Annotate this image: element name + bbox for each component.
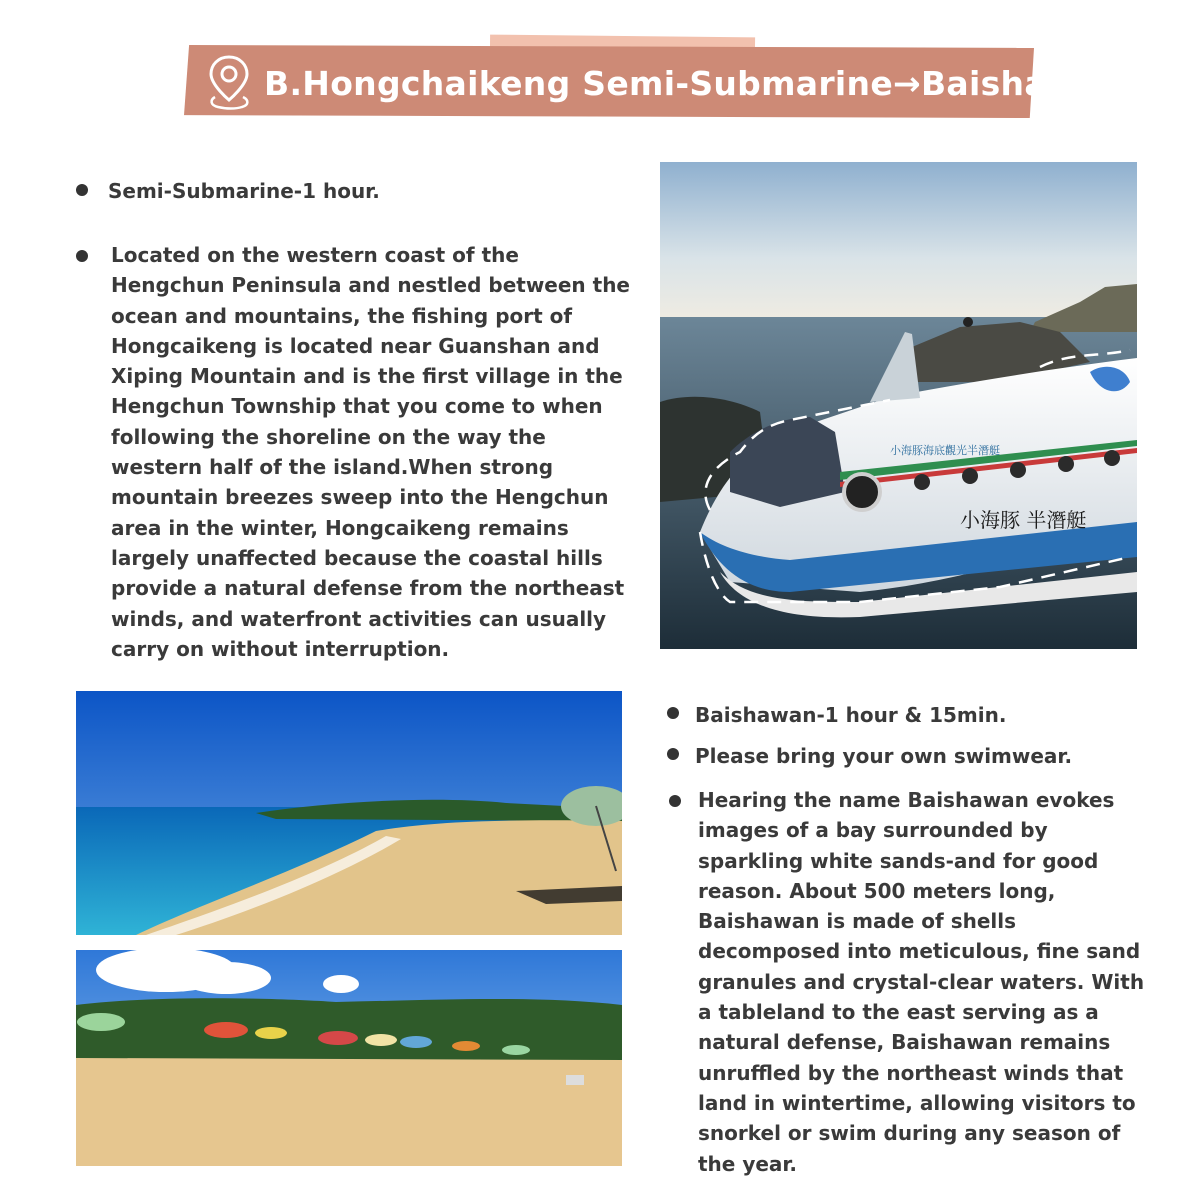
bullet-dot — [667, 748, 679, 760]
boat-name-text: 小海豚 半潛艇 — [960, 508, 1087, 532]
bullet-dot — [76, 250, 88, 262]
page-title: B.Hongchaikeng Semi-Submarine→Baishawan — [264, 64, 1125, 103]
map-pin-icon — [204, 52, 254, 112]
semi-submarine-photo — [660, 162, 1137, 649]
header-banner — [0, 0, 1200, 140]
baishawan-description: Hearing the name Baishawan evokes images of a bay surrounded by sparkling white sands-and for good reason. About 500 meters long, Baishawan is made of shells decomposed into meticulous, fine sand granules and crystal-clear waters. With a tableland to the east serving as a natural defense, Baishawan remains unruffled by the northeast winds that land in wintertime, allowing visitors to snorkel or swim during any season of the year. — [698, 788, 1145, 1176]
bullet-dot — [76, 184, 88, 196]
bullet-dot — [669, 795, 681, 807]
duration-submarine: Semi-Submarine-1 hour. — [108, 179, 380, 203]
boat-banner-text: 小海豚海底觀光半潛艇 — [890, 444, 1000, 457]
hongcaikeng-description: Located on the western coast of the Hengchun Peninsula and nestled between the ocean and mountains, the fishing port of Hongcaikeng is located near Guanshan and Xiping Mountain and is the first village in the Hengchun Township that you come to when following the shoreline on the way the western half of the island.When strong mountain breezes sweep into the Hengchun area in the winter, Hongcaikeng remains largely unaffected because the coastal hills provide a natural defense from the northeast winds, and waterfront activities can usually carry on without interruption. — [111, 243, 630, 661]
bullet-dot — [667, 707, 679, 719]
duration-baishawan: Baishawan-1 hour & 15min. — [695, 703, 1007, 727]
baishawan-beach-photo-2 — [76, 950, 622, 1166]
baishawan-beach-photo-1 — [76, 691, 622, 935]
swimwear-note: Please bring your own swimwear. — [695, 744, 1073, 768]
